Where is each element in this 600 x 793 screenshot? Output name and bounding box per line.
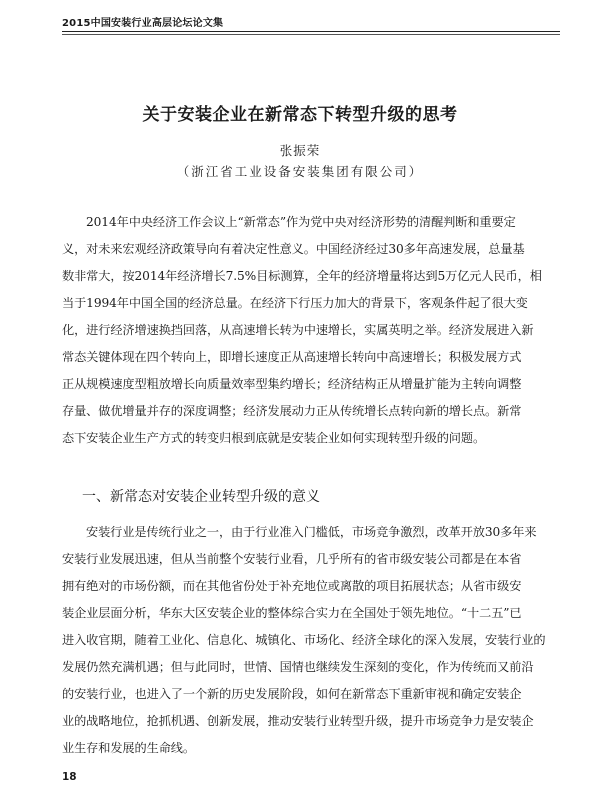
text-line: 义，对未来宏观经济政策导向有着决定性意义。中国经济经过30多年高速发展，总量基 — [62, 242, 525, 256]
article-title: 关于安装企业在新常态下转型升级的思考 — [142, 105, 458, 125]
running-head: 2015中国安装行业高层论坛论文集 — [62, 18, 224, 29]
text-line: 安装行业发展迅速，但从当前整个安装行业看，几乎所有的省市级安装公司都是在本省 — [62, 552, 522, 566]
text-line: 存量、做优增量并存的深度调整；经济发展动力正从传统增长点转向新的增长点。新常 — [62, 404, 522, 418]
text-line: 安装行业是传统行业之一，由于行业准入门槛低，市场竞争激烈，改革开放30多年来 — [86, 525, 537, 539]
text-line: 化，进行经济增速换挡回落，从高速增长转为中速增长，实属英明之举。经济发展进入新 — [62, 323, 534, 337]
text-line: 装企业层面分析，华东大区安装企业的整体综合实力在全国处于领先地位。“十二五”已 — [62, 606, 522, 620]
text-line: 正从规模速度型粗放增长向质量效率型集约增长；经济结构正从增量扩能为主转向调整 — [62, 377, 522, 391]
text-line: 2014年中央经济工作会议上“新常态”作为党中央对经济形势的清醒判断和重要定 — [86, 215, 516, 229]
text-line: 业的战略地位，抢抓机遇、创新发展，推动安装行业转型升级，提升市场竞争力是安装企 — [62, 714, 534, 728]
page-number: 18 — [62, 771, 77, 783]
section-heading: 一、新常态对安装企业转型升级的意义 — [82, 489, 320, 505]
text-line: 数非常大，按2014年经济增长7.5%目标测算，全年的经济增量将达到5万亿元人民币，相 — [62, 269, 542, 283]
text-line: 的安装行业，也进入了一个新的历史发展阶段，如何在新常态下重新审视和确定安装企 — [62, 687, 522, 701]
author-name: 张振荣 — [279, 143, 321, 158]
header-rule-thin — [62, 34, 560, 35]
text-line: 态下安装企业生产方式的转变归根到底就是安装企业如何实现转型升级的问题。 — [62, 431, 486, 445]
text-line: 发展仍然充满机遇；但与此同时，世情、国情也继续发生深刻的变化，作为传统而又前沿 — [62, 660, 534, 674]
text-line: 进入收官期，随着工业化、信息化、城镇化、市场化、经济全球化的深入发展，安装行业的 — [62, 633, 546, 647]
header-rule — [62, 31, 560, 32]
text-line: 业生存和发展的生命线。 — [62, 741, 195, 755]
text-line: 常态关键体现在四个转向上，即增长速度正从高速增长转向中高速增长；积极发展方式 — [62, 350, 522, 364]
text-line: 当于1994年中国全国的经济总量。在经济下行压力加大的背景下，客观条件起了很大变 — [62, 296, 528, 310]
author-affiliation: （浙江省工业设备安装集团有限公司） — [176, 164, 424, 179]
text-line: 拥有绝对的市场份额，而在其他省份处于补充地位或离散的项目拓展状态；从省市级安 — [62, 579, 522, 593]
